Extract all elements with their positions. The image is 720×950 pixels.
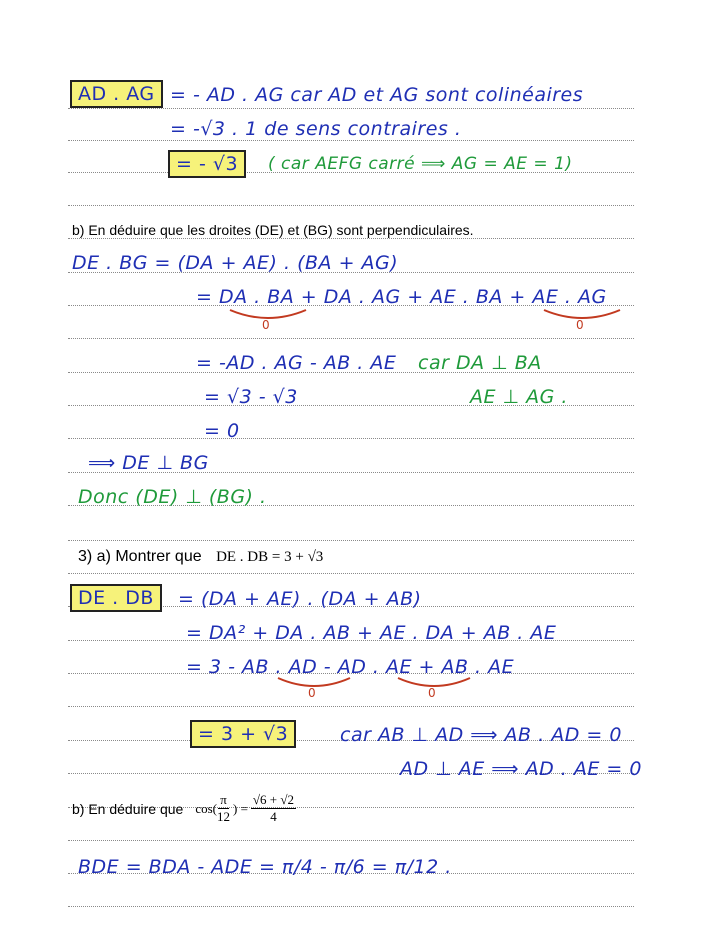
handwritten-note: AE ⊥ AG . (470, 386, 568, 408)
boxed-result: = - √3 (168, 150, 246, 178)
handwritten-line: = 0 (204, 420, 240, 442)
handwritten-line: = 3 - AB . AD - AD . AE + AB . AE (186, 656, 515, 678)
question-3a (78, 548, 323, 566)
question-b-cos (72, 792, 296, 825)
handwritten-line: = - AD . AG car AD et AG sont colinéaires (170, 84, 584, 106)
question-b-perpendicular: b) En déduire que les droites (DE) et (BG) sont perpendiculaires. (72, 222, 474, 238)
zero-label: 0 (308, 686, 316, 700)
handwritten-angle-line: BDE = BDA - ADE = π/4 - π/6 = π/12 . (78, 856, 452, 878)
boxed-de-db: DE . DB (70, 584, 162, 612)
zero-label: 0 (576, 318, 584, 332)
zero-label: 0 (428, 686, 436, 700)
handwritten-line: = √3 - √3 (204, 386, 298, 408)
cos-label: cos( (195, 800, 217, 816)
handwritten-note: AD ⊥ AE ⟹ AD . AE = 0 (400, 758, 642, 780)
boxed-ad-ag: AD . AG (70, 80, 163, 108)
equals-sign: ) = (232, 800, 248, 816)
root-fraction (251, 792, 296, 825)
handwritten-note: car AB ⊥ AD ⟹ AB . AD = 0 (340, 724, 622, 746)
cos-formula (195, 792, 296, 825)
handwritten-line: ⟹ DE ⊥ BG (88, 452, 209, 474)
fraction-numerator: √6 + √2 (252, 792, 295, 807)
question-3a-formula: DE . DB = 3 + √3 (216, 549, 324, 565)
handwritten-line: DE . BG = (DA + AE) . (BA + AG) (72, 252, 399, 274)
question-b-cos-text: b) En déduire que (72, 800, 184, 817)
question-3a-text: 3) a) Montrer que (78, 548, 202, 565)
fraction-denominator: 4 (270, 809, 277, 824)
boxed-result: = 3 + √3 (190, 720, 296, 748)
handwritten-line: = DA² + DA . AB + AE . DA + AB . AE (186, 622, 557, 644)
handwritten-line: = -AD . AG - AB . AE (196, 352, 397, 374)
handwritten-note: car DA ⊥ BA (418, 352, 542, 374)
handwritten-note: ( car AEFG carré ⟹ AG = AE = 1) (268, 154, 573, 174)
fraction-numerator: π (220, 792, 227, 807)
zero-label: 0 (262, 318, 270, 332)
handwritten-conclusion: Donc (DE) ⊥ (BG) . (78, 486, 267, 508)
fraction-denominator: 12 (216, 809, 230, 824)
handwritten-line: = -√3 . 1 de sens contraires . (170, 118, 462, 140)
pi-over-12 (217, 792, 230, 825)
handwritten-line: = (DA + AE) . (DA + AB) (178, 588, 422, 610)
handwritten-line: = DA . BA + DA . AG + AE . BA + AE . AG (196, 286, 607, 308)
